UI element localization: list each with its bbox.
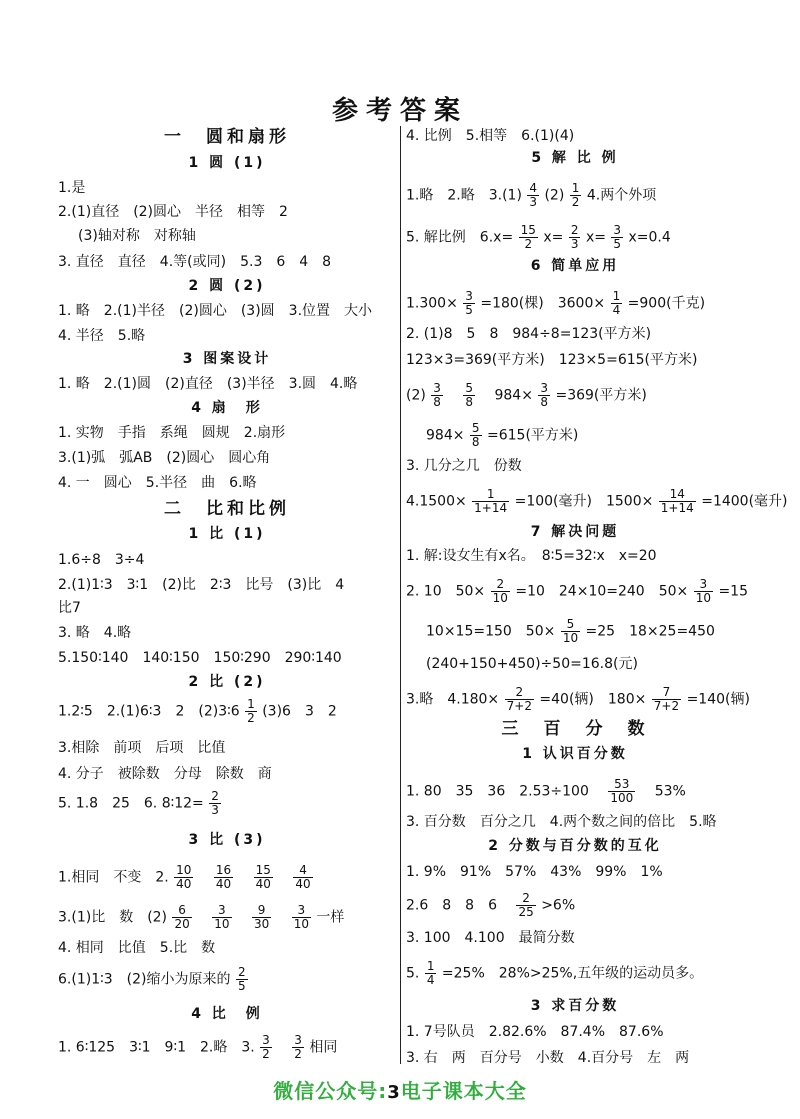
subsection-title: 1 认识百分数: [522, 746, 628, 762]
text: 1. 6∶125 3∶1 9∶1 2.略 3.: [58, 1039, 255, 1056]
fraction: $\frac{10}{40}$: [176, 863, 192, 891]
subsection-title: 4 比 例: [191, 1006, 263, 1022]
section-title: 一 圆和扇形: [164, 127, 290, 147]
fraction: $\frac{1}{2}$: [247, 697, 255, 725]
answer-line: [58, 864, 314, 891]
text: =900(千克): [627, 295, 706, 312]
answer-line: 1. 7号队员 2.82.6% 87.4% 87.6%: [406, 1024, 664, 1040]
answer-line: [406, 578, 748, 605]
answer-line: 4. 分子 被除数 分母 除数 商: [58, 766, 272, 782]
text: 1. 80 35 36 2.53÷100: [406, 783, 589, 800]
watermark-text: 电子课本大全: [400, 1079, 527, 1103]
subsection-title: 4 扇 形: [191, 400, 263, 416]
text: (3)6 3 2: [262, 703, 337, 720]
answer-line: [406, 488, 788, 515]
text: (2): [406, 387, 426, 404]
fraction: $\frac{15}{2}$: [520, 223, 536, 251]
text: 相同: [309, 1039, 338, 1056]
section-title: 三 百 分 数: [501, 719, 649, 739]
fraction: $\frac{5}{10}$: [562, 617, 579, 645]
fraction: $\frac{7}{7+2}$: [653, 685, 680, 713]
text: 一样: [316, 909, 345, 926]
subsection-title: 3 比 (3): [188, 832, 266, 848]
subsection-title: 1 比 (1): [188, 526, 266, 542]
answer-line: [58, 904, 344, 931]
fraction: $\frac{3}{10}$: [214, 903, 230, 931]
answer-line: 比7: [58, 600, 81, 616]
answer-line: 4. 一 圆心 5.半径 曲 6.略: [58, 475, 257, 491]
answer-line: 3. 略 4.略: [58, 625, 132, 641]
answer-line: 4. 相同 比值 5.比 数: [58, 940, 216, 956]
text: 10×15=150 50×: [426, 623, 556, 640]
fraction: $\frac{2}{3}$: [570, 223, 579, 251]
answer-line: [406, 182, 656, 209]
text: 2.6 8 8 6: [406, 897, 497, 914]
answer-line: 4. 半径 5.略: [58, 328, 146, 344]
answer-line: [426, 422, 578, 449]
footer-watermark: [0, 1075, 800, 1104]
text: 5.: [406, 965, 420, 982]
answer-line: 1.是: [58, 180, 86, 196]
text: 1.300×: [406, 295, 458, 312]
fraction: $\frac{15}{40}$: [255, 863, 271, 891]
text: 1.略 2.略 3.(1): [406, 187, 522, 204]
text: >6%: [541, 897, 576, 914]
fraction: $\frac{53}{100}$: [610, 777, 634, 805]
watermark-text: 微信公众号:: [273, 1079, 388, 1103]
answer-line: [426, 618, 715, 645]
text: 2. 10 50×: [406, 583, 486, 600]
text: 53%: [654, 783, 686, 800]
text: 3.略 4.180×: [406, 691, 500, 708]
fraction: $\frac{2}{7+2}$: [506, 685, 532, 713]
text: =25 18×25=450: [585, 623, 715, 640]
answer-line: [406, 892, 575, 919]
fraction: $\frac{3}{2}$: [294, 1033, 302, 1061]
subsection-title: 1 圆 (1): [188, 155, 266, 171]
text: 5. 解比例 6.x=: [406, 229, 514, 246]
subsection-title: 7 解决问题: [530, 524, 620, 540]
answer-line: 1. 9% 91% 57% 43% 99% 1%: [406, 864, 663, 880]
text: =180(棵) 3600×: [480, 295, 606, 312]
fraction: $\frac{2}{25}$: [518, 891, 534, 919]
fraction: $\frac{9}{30}$: [253, 903, 270, 931]
section-title: 二 比和比例: [164, 499, 290, 519]
text: =140(辆): [686, 691, 750, 708]
text: 1.2∶5 2.(1)6∶3 2 (2)3∶6: [58, 703, 240, 720]
answer-line: 1. 略 2.(1)圆 (2)直径 (3)半径 3.圆 4.略: [58, 376, 358, 392]
fraction: $\frac{1}{4}$: [426, 959, 435, 987]
fraction: $\frac{3}{5}$: [613, 223, 622, 251]
fraction: $\frac{1}{4}$: [612, 289, 621, 317]
subsection-title: 6 简单应用: [530, 258, 620, 274]
answer-line: 4. 比例 5.相等 6.(1)(4): [406, 128, 575, 144]
text: 3.(1)比 数 (2): [58, 909, 168, 926]
text: (2): [544, 187, 565, 204]
text: 984×: [426, 427, 465, 444]
answer-line: 123×3=369(平方米) 123×5=615(平方米): [406, 352, 698, 368]
subsection-title: 2 比 (2): [188, 674, 266, 690]
answer-line: [406, 778, 686, 805]
text: x=: [585, 229, 606, 246]
fraction: $\frac{4}{3}$: [529, 181, 537, 209]
answer-line: 3.相除 前项 后项 比值: [58, 740, 226, 756]
page-number: 3: [387, 1082, 401, 1103]
text: 4.1500×: [406, 493, 467, 510]
fraction: $\frac{4}{40}$: [295, 863, 311, 891]
text: =1400(毫升): [701, 493, 788, 510]
answer-line: [406, 224, 671, 251]
answer-line: 3.(1)弧 弧AB (2)圆心 圆心角: [58, 450, 271, 466]
answer-line: [58, 698, 337, 725]
fraction: $\frac{3}{10}$: [695, 577, 711, 605]
text: x=: [543, 229, 564, 246]
fraction: $\frac{5}{8}$: [471, 421, 480, 449]
answer-line: 2.(1)1∶3 3∶1 (2)比 2∶3 比号 (3)比 4: [58, 577, 345, 593]
answer-line: [58, 966, 249, 993]
fraction: $\frac{6}{20}$: [174, 903, 190, 931]
text: =615(平方米): [487, 427, 579, 444]
answer-line: 1.6÷8 3÷4: [58, 552, 145, 568]
answer-line: (240+150+450)÷50=16.8(元): [426, 656, 638, 672]
text: =10 24×10=240 50×: [515, 583, 689, 600]
subsection-title: 5 解 比 例: [531, 150, 619, 166]
fraction: $\frac{3}{8}$: [540, 381, 549, 409]
answer-line: 3. 百分数 百分之几 4.两个数之间的倍比 5.略: [406, 814, 717, 830]
text: x=0.4: [628, 229, 671, 246]
text: =40(辆) 180×: [539, 691, 647, 708]
fraction: $\frac{5}{8}$: [465, 381, 474, 409]
fraction: $\frac{3}{10}$: [293, 903, 309, 931]
answer-line: 2. (1)8 5 8 984÷8=123(平方米): [406, 326, 652, 342]
fraction: $\frac{16}{40}$: [215, 863, 232, 891]
answer-line: 5.150∶140 140∶150 150∶290 290∶140: [58, 650, 342, 666]
fraction: $\frac{2}{10}$: [492, 577, 508, 605]
text: =100(毫升) 1500×: [514, 493, 654, 510]
text: 4.两个外项: [586, 187, 657, 204]
answer-line: 2.(1)直径 (2)圆心 半径 相等 2: [58, 204, 288, 220]
answer-line: 1. 实物 手指 系绳 圆规 2.扇形: [58, 425, 286, 441]
answer-line: (3)轴对称 对称轴: [78, 228, 196, 244]
fraction: $\frac{14}{1+14}$: [660, 487, 694, 515]
fraction: $\frac{2}{5}$: [237, 965, 246, 993]
fraction: $\frac{3}{2}$: [262, 1033, 270, 1061]
text: =25% 28%>25%,五年级的运动员多。: [441, 965, 704, 982]
answer-line: 3. 右 两 百分号 小数 4.百分号 左 两: [406, 1050, 690, 1066]
answer-line: [406, 382, 647, 409]
subsection-title: 2 分数与百分数的互化: [488, 838, 662, 854]
text: 984×: [494, 387, 533, 404]
fraction: $\frac{3}{8}$: [433, 381, 441, 409]
subsection-title: 2 圆 (2): [188, 278, 266, 294]
answer-line: [406, 686, 750, 713]
subsection-title: 3 求百分数: [530, 998, 620, 1014]
column-divider: [400, 126, 401, 1064]
fraction: $\frac{1}{2}$: [571, 181, 580, 209]
fraction: $\frac{3}{5}$: [465, 289, 473, 317]
text: 1.相同 不变 2.: [58, 869, 169, 886]
answer-line: 3. 100 4.100 最简分数: [406, 930, 575, 946]
text: 5. 1.8 25 6. 8∶12=: [58, 795, 204, 812]
answer-line: 1. 略 2.(1)半径 (2)圆心 (3)圆 3.位置 大小: [58, 303, 373, 319]
answer-line: 3. 几分之几 份数: [406, 458, 522, 474]
text: =15: [718, 583, 748, 600]
answer-line: 1. 解:设女生有x名。 8∶5=32∶x x=20: [406, 548, 657, 564]
answer-line: [58, 1034, 337, 1061]
answer-line: [58, 790, 222, 817]
fraction: $\frac{1}{1+14}$: [474, 487, 508, 515]
text: 6.(1)1∶3 (2)缩小为原来的: [58, 971, 231, 988]
fraction: $\frac{2}{3}$: [211, 789, 219, 817]
answer-line: [406, 290, 705, 317]
answer-line: [406, 960, 703, 987]
text: =369(平方米): [555, 387, 647, 404]
answer-line: 3. 直径 直径 4.等(或同) 5.3 6 4 8: [58, 254, 332, 270]
page-title: 参考答案: [331, 96, 468, 126]
subsection-title: 3 图案设计: [182, 351, 272, 367]
